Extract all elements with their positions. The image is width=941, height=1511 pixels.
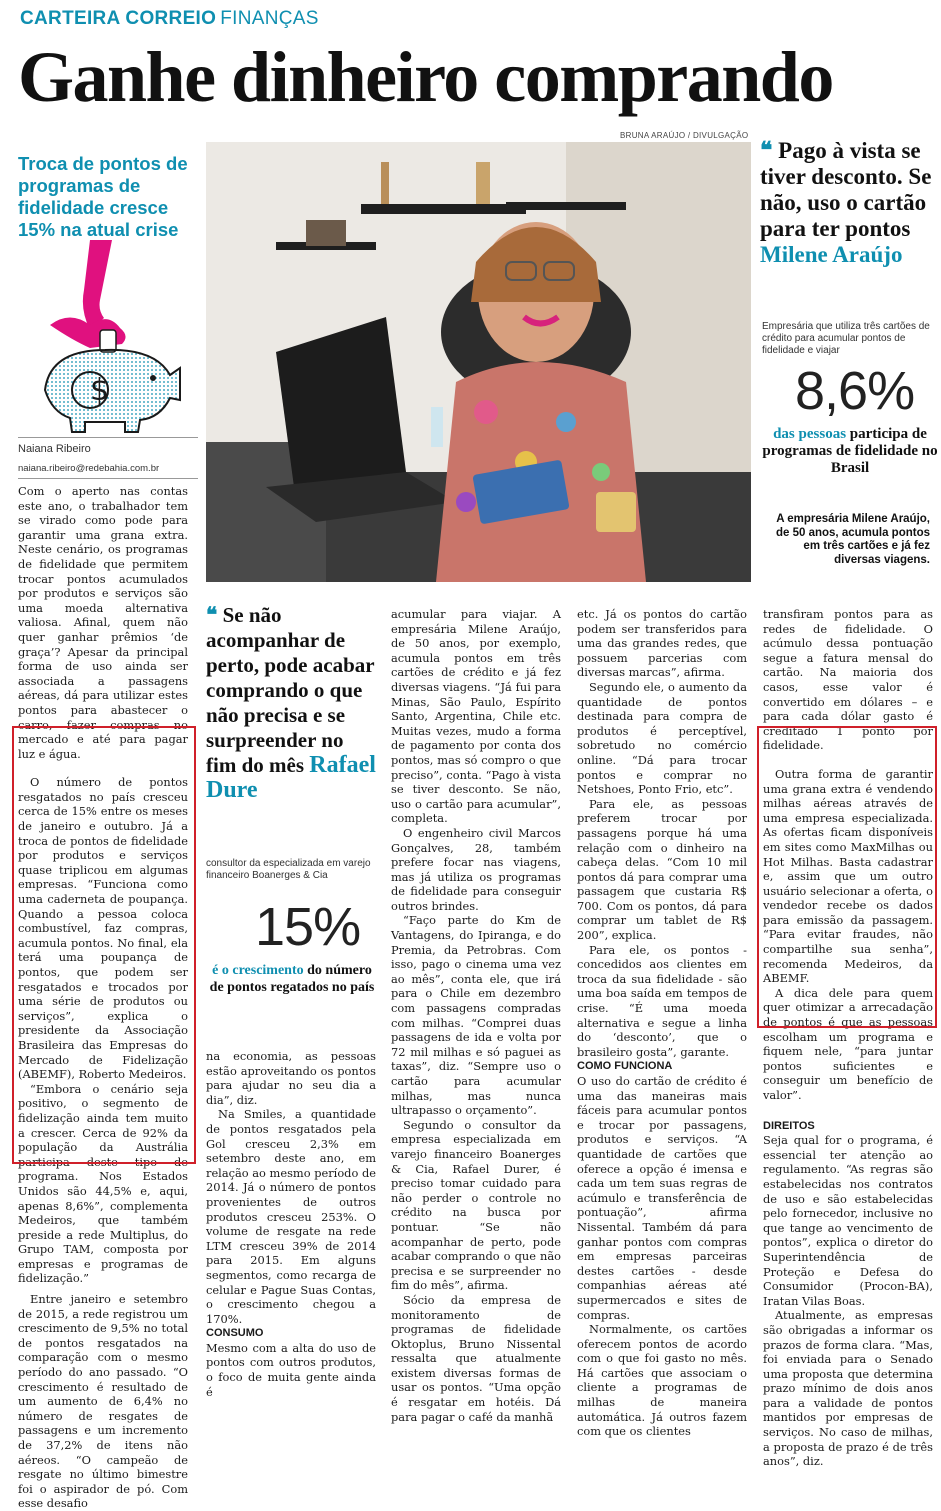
paragraph: Mesmo com a alta do uso de pontos com outros produtos, o foco de muita gente ainda é [206,1340,376,1399]
pull-quote-rafael [206,603,376,803]
stat-description [760,426,940,477]
pull-quote-text: Pago à vista se tiver desconto. Se não, uso o cartão para ter pontos [760,138,932,241]
paragraph: Atualmente, as empresas são obrigadas a informar os prazos de forma clara. “Mas, foi enviada para o Senado uma proposta que determina prazo mínimo de dois anos para a validade de pontos mantidos por empresas de serviços. No caso de milhas, a proposta de prazo é de três anos”, diz. [763,1308,933,1469]
paragraph: Para ele, as pessoas preferem trocar por passagens porque há uma relação com o dinheiro na cabeça delas. “Com 10 mil pontos dá para comprar uma passagem que custaria R$ 700. Com os pontos, dá para comprar um tablet de R$ 200”, explica. [577,796,747,943]
paragraph: Normalmente, os cartões oferecem pontos de acordo com o que foi gasto no mês. Há cartões que associam o cliente a programas de milhas de maneira automática. Já outros fazem com que os clientes [577,1322,747,1439]
quote-mark-icon: ❝ [206,603,218,627]
article-photo [206,142,751,582]
section-heading: DIREITOS [763,1119,815,1132]
pull-quote-text: Se não acompanhar de perto, pode acabar comprando o que não precisa e se surpreender no fim do mês [206,603,375,777]
headline: Ganhe dinheiro comprando [18,37,833,117]
stat-description [206,962,378,996]
stat-text: participa de programas de fidelidade no Brasil [762,426,938,476]
paragraph: Para ele, os pontos - concedidos aos clientes em troca da sua fidelidade - são uma boa saída em tempos de crise. “É uma moeda alternativa e segue a linha do ‘desconto’, que o brasileiro gosta”, garante. [577,942,747,1059]
paragraph: etc. Já os pontos do cartão podem ser transferidos para uma das grandes redes, que possuem parcerias com diversas marcas”, afirma. [577,607,747,680]
photo-credit: BRUNA ARAÚJO / DIVULGAÇÃO [620,131,749,140]
paragraph: Com o aperto nas contas este ano, o trabalhador tem se virado como pode para garantir uma grana extra. Neste cenário, os programas de fidelidade que permitem trocar pontos acumulados por produtos e serviços são uma moeda alternativa valiosa. Afinal, quem não quer ganhar prêmios ‘de graça’? Apesar da principal forma de uso ainda ser associada a passagens aéreas, dá para utilizar estes pontos para abastecer o carro, fazer compras no mercado e até para pagar luz e água. [18,484,188,761]
article-column-4 [577,607,747,1439]
divider [18,437,198,438]
quote-mark-icon: ❝ [760,138,773,163]
stat-figure: 15% [255,897,361,957]
byline-email: naiana.ribeiro@redebahia.com.br [18,463,160,474]
pull-quote-milene [760,138,935,268]
paragraph: Outra forma de garantir uma grana extra é vendendo milhas aéreas através de uma empresa especializada. As ofertas ficam disponíveis em sites como MaxMilhas ou Hot Milhas. Basta cadastrar e, assim que um outro usuário selecionar a oferta, o vendedor recebe os dados para emissão da passagem. “Para evitar fraudes, não compartilhe sua senha”, recomenda Medeiros, da ABEMF. [763,766,933,986]
section-kicker [20,8,319,30]
paragraph: na economia, as pessoas estão aproveitando os pontos para ajudar no seu dia a dia”, diz. [206,1049,376,1107]
section-heading: CONSUMO [206,1327,264,1340]
paragraph: acumular para viajar. A empresária Milene Araújo, de 50 anos, por exemplo, acumula pontos em três cartões de crédito e já fez diversas viagens. “Já fui para Minas, São Paulo, Espírito Santo, Argentina, Chile etc. Muitas vezes, mudo a forma de pagamento por conta dos pontos, mas só compro o que preciso”, conta. “Pago à vista se tiver desconto. Se não, uso o cartão para acumular”, completa. [391,607,561,826]
highlight-box [12,726,196,1164]
paragraph: A dica dele para quem quer otimizar a arrecadação de pontos é que as pessoas escolham um programa e fiquem nele, “para juntar pontos suficientes e conseguir um benefício de valor”. [763,985,933,1102]
byline-author: Naiana Ribeiro [18,443,91,455]
photo-caption: A empresária Milene Araújo, de 50 anos, acumula pontos em três cartões e já fez diversas viagens. [775,513,930,566]
stat-text: do número de pontos regatados no país [209,963,375,995]
svg-text:$: $ [90,373,110,408]
paragraph: Na Smiles, a quantidade de pontos resgatados pela Gol cresceu 2,3% em setembro deste ano, em relação ao mesmo período de 2014. Já o número de pontos provenientes de outros produtos cresceu 253%. O volume de resgate na rede LTM cresceu 39% de 2014 para 2015. Em alguns segmentos, como recarga de celular e Pague Suas Contas, o crescimento chegou a 170%. [206,1107,376,1326]
divider [18,478,198,479]
paragraph: Entre janeiro e setembro de 2015, a rede registrou um crescimento de 9,5% no total de pontos resgatados na comparação com o mesmo período do ano passado. “O crescimento é resultado de um aumento de 6,4% no número de resgates de passagens e um incremento de 37,2% de itens não aéreos. “O campeão de resgate no último bimestre foi o aspirador de pó. Com esse desafio [18,1292,188,1511]
paragraph: transfiram pontos para as redes de fidelidade. O acúmulo dessa pontuação segue a fatura mensal do cartão. Na maioria dos casos, esse valor é convertido em dólares – e para cada dólar gasto é creditado 1 ponto por fidelidade. [763,607,933,753]
quote-role: consultor da especializada em varejo financeiro Boanerges & Cia [206,858,371,881]
pull-quote-name: Milene Araújo [760,242,903,267]
paragraph: O número de pontos resgatados no país cresceu cerca de 15% entre os meses de janeiro e outubro. Já a troca de pontos de fidelidade por produtos e serviços quase triplicou em algumas empresas. “Funciona como uma caderneta de poupança. Quando a pessoa coloca combustível, faz compras, acumula pontos. No final, ela terá uma poupança de pontos, que podem ser resgatados e trocados por uma série de produtos ou serviços”, explica o presidente da Associação Brasileira das Empresas do Mercado de Fidelização (ABEMF), Roberto Medeiros. [18,775,188,1082]
stat-highlight: das pessoas [773,426,847,442]
paragraph: O uso do cartão de crédito é uma das maneiras mais fáceis para acumular pontos e trocar por passagens, produtos e serviços. “A quantidade de cartões que oferece a opção é imensa e cada um tem suas regras de acúmulo e transferência de pontuação”, afirma Nissental. Também dá para ganhar pontos com compras em empresas parceiras destes cartões - desde companhias aéreas até supermercados e sites de compras. [577,1074,747,1322]
quote-caption: Empresária que utiliza três cartões de crédito para acumular pontos de fidelidade e viajar [762,321,930,356]
stat-highlight: é o crescimento [212,963,304,978]
article-column-2 [206,1049,376,1399]
paragraph: Seja qual for o programa, é essencial ter atenção ao regulamento. “As regras são estabelecidas nos contratos de uso e são estabelecidas pelo fornecedor, inclusive no que tange ao vencimento de pontos”, explica o diretor do Superintendência de Proteção e Defesa do Consumidor (Procon-BA), Iratan Vilas Boas. [763,1133,933,1308]
paragraph: Segundo ele, o aumento da quantidade de pontos destinada para compra de produtos é perceptível, sobretudo no comércio online. “Dá para trocar pontos e comprar no Netshoes, Ponto Frio, etc”. [577,679,747,797]
paragraph: Segundo o consultor da empresa especializada em varejo financeiro Boanerges & Cia, Rafael Durer, é preciso tomar cuidado para não perder o controle no crédito na busca por pontuar. “Se não acompanhar de perto, pode acabar comprando o que não precisa e se surpreender no fim do mês”, afirma. [391,1117,561,1293]
paragraph: “Embora o cenário seja positivo, o segmento de fidelização ainda tem muito a crescer. Cerca de 92% da população da Austrália participa deste tipo de programa. Nos Estados Unidos são 44,5% e, aqui, apenas 8,6%”, complementa Medeiros, que também preside a rede Multiplus, do Grupo TAM, composta por empresas e programas de fidelização.” [18,1081,188,1286]
subheadline: Troca de pontos de programas de fidelidade cresce 15% na atual crise [18,153,188,240]
article-column-3 [391,607,561,1424]
piggy-bank-illustration [30,240,200,435]
paragraph: Sócio da empresa de monitoramento de programas de fidelidade Oktoplus, Bruno Nissental ressalta que atualmente existem diversas formas de usar os pontos. “Uma opção é resgatar em hotéis. Dá para pagar o café da manhã [391,1292,561,1424]
piggy-bank-hand-icon [30,240,200,435]
section-heading: COMO FUNCIONA [577,1060,673,1073]
kicker-label: CARTEIRA CORREIO [20,8,217,29]
highlight-box [757,726,937,1028]
paragraph: O engenheiro civil Marcos Gonçalves, 28, também prefere focar nas viagens, mas já utiliza os programas de fidelidade para conseguir outros brindes. [391,825,561,913]
pull-quote-name: Rafael Dure [206,752,376,803]
stat-figure: 8,6% [795,361,915,421]
paragraph: “Faço parte do Km de Vantagens, do Ipiranga, e do Premia, da Petrobras. Com isso, pago o cinema uma vez ao mês”, conta ele, que irá para o Chile em dezembro com passagens compradas com milhas. “Comprei duas passagens de ida e volta por 72 mil milhas e só paguei as taxas”, diz. “Sempre uso o cartão para acumular milhas, mas nunca ultrapasso o orçamento”. [391,913,561,1118]
section-label: FINANÇAS [220,8,319,29]
